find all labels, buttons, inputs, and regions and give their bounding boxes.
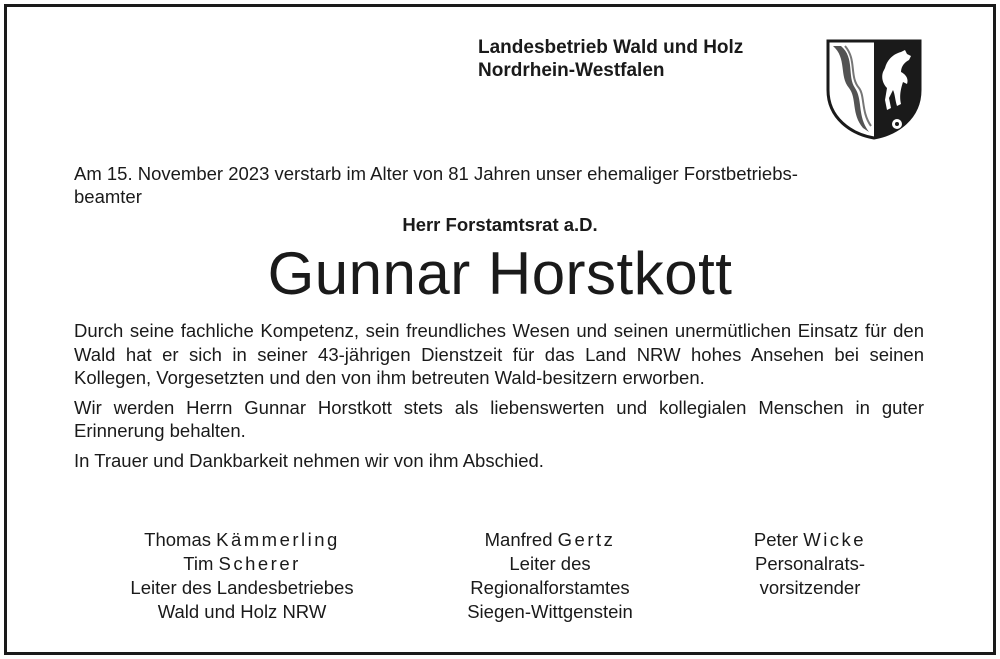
intro-line-1: Am 15. November 2023 verstarb im Alter von 81 Jahren unser ehemaliger Forstbetriebs- (74, 163, 798, 184)
deceased-name: Gunnar Horstkott (267, 240, 733, 307)
signatory-role: Personalrats- (754, 553, 865, 574)
signatory-role: Leiter des (509, 553, 591, 574)
signatory-name (92, 552, 392, 576)
signatory-name (430, 528, 670, 552)
signatory-block-3 (700, 528, 920, 600)
intro-text (74, 162, 929, 208)
first-name: Tim (183, 553, 214, 574)
paragraph-remembrance: Wir werden Herrn Gunnar Horstkott stets als liebenswerten und kollegialen Menschen in guter Erinnerung behalten. (74, 396, 924, 441)
signatory-name (700, 528, 920, 552)
honorific-title: Herr Forstamtsrat a.D. (402, 214, 598, 235)
paragraph-tribute: Durch seine fachliche Kompetenz, sein freundliches Wesen und seinen unermütlichen Einsatz für den Wald hat er sich in seiner 43-jährigen Dienstzeit für das Land NRW hohes Ansehen bei seinen Kollegen, Vorgesetzten und den von ihm betreuten Wald-besitzern erworben. (74, 320, 924, 388)
intro-full-text (0, 0, 1, 1)
signatory-block-1 (92, 528, 392, 624)
signatory-role: Leiter des Landesbetriebes (130, 577, 354, 598)
last-name: Gertz (557, 529, 616, 550)
organization-line-2: Nordrhein-Westfalen (478, 60, 665, 81)
organization-line-1: Landesbetrieb Wald und Holz (478, 37, 744, 58)
last-name: Kämmerling (216, 529, 340, 550)
signatory-block-2 (430, 528, 670, 624)
last-name: Wicke (803, 529, 867, 550)
signatory-name (92, 528, 392, 552)
signatory-role: Siegen-Wittgenstein (467, 601, 633, 622)
signatory-role: Regionalforstamtes (470, 577, 630, 598)
intro-line-2: beamter (74, 186, 142, 207)
first-name: Manfred (484, 529, 553, 550)
first-name: Peter (753, 529, 799, 550)
signatory-role: Wald und Holz NRW (157, 601, 327, 622)
notice-body (74, 319, 924, 478)
last-name: Scherer (218, 553, 301, 574)
organization-name (478, 36, 743, 82)
paragraph-farewell: In Trauer und Dankbarkeit nehmen wir von ihm Abschied. (74, 449, 544, 471)
first-name: Thomas (144, 529, 211, 550)
nrw-coat-of-arms-icon (825, 38, 923, 140)
signatory-role: vorsitzender (759, 577, 861, 598)
